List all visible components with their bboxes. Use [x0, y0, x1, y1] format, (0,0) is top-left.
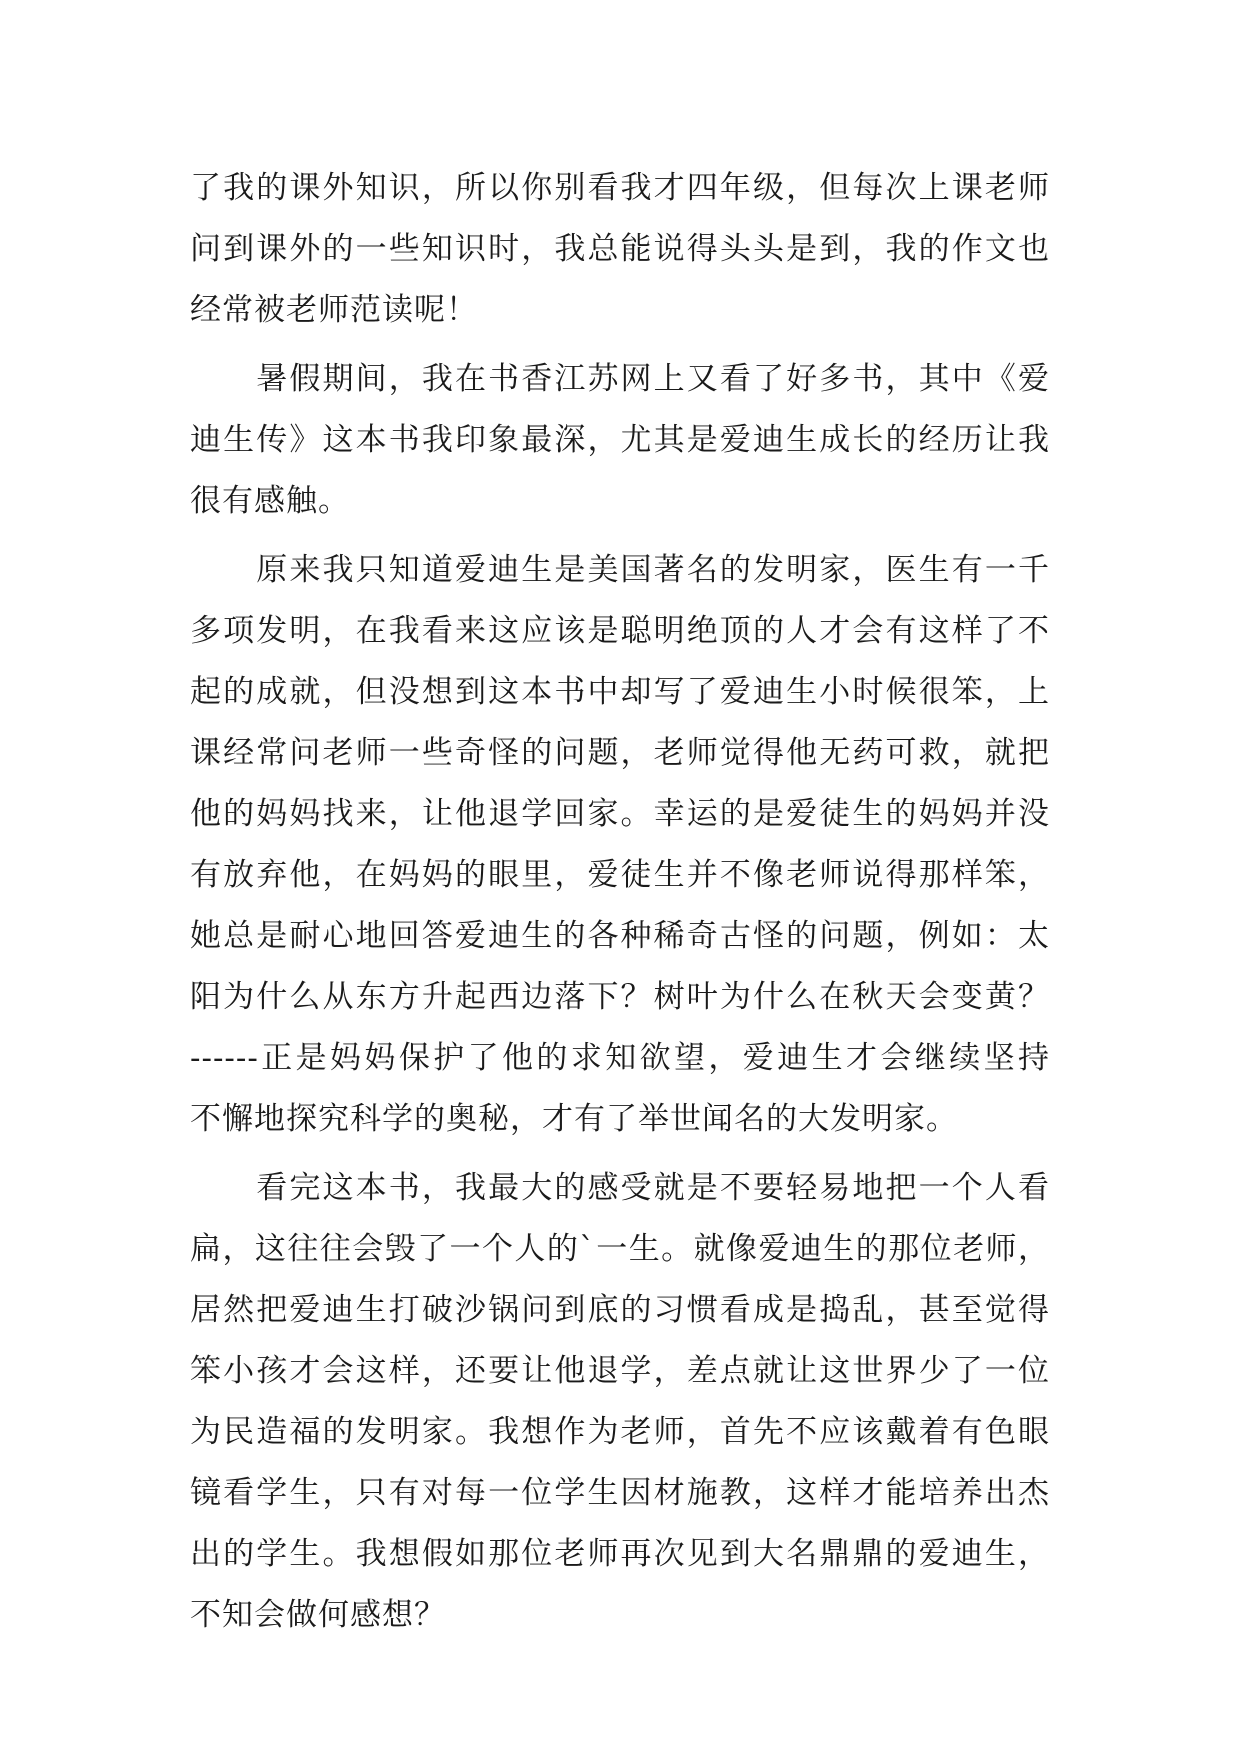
- paragraph-4: [190, 1158, 1050, 1646]
- text-line: 居然把爱迪生打破沙锅问到底的习惯看成是捣乱，甚至觉得: [190, 1292, 1050, 1328]
- text-line: 迪生传》这本书我印象最深，尤其是爱迪生成长的经历让我: [190, 422, 1050, 458]
- text-line: 多项发明，在我看来这应该是聪明绝顶的人才会有这样了不: [190, 613, 1050, 649]
- paragraph-2: [190, 349, 1050, 532]
- text-line: 为民造福的发明家。我想作为老师，首先不应该戴着有色眼: [190, 1414, 1050, 1450]
- paragraph-1: [190, 158, 1050, 341]
- text-line: 暑假期间，我在书香江苏网上又看了好多书，其中《爱: [190, 361, 1050, 397]
- text-line: 了我的课外知识，所以你别看我才四年级，但每次上课老师: [190, 170, 1050, 206]
- text-line: 原来我只知道爱迪生是美国著名的发明家，医生有一千: [190, 552, 1050, 588]
- text-line: 笨小孩才会这样，还要让他退学，差点就让这世界少了一位: [190, 1353, 1050, 1389]
- text-line: 扁，这往往会毁了一个人的`一生。就像爱迪生的那位老师，: [190, 1231, 1050, 1267]
- text-line: 课经常问老师一些奇怪的问题，老师觉得他无药可救，就把: [190, 735, 1050, 771]
- text-line: 看完这本书，我最大的感受就是不要轻易地把一个人看: [190, 1170, 1050, 1206]
- text-line: 问到课外的一些知识时，我总能说得头头是到，我的作文也: [190, 231, 1050, 267]
- text-line: 很有感触。: [190, 483, 350, 519]
- text-line: 不知会做何感想？: [190, 1597, 446, 1633]
- text-line: 他的妈妈找来，让他退学回家。幸运的是爱徒生的妈妈并没: [190, 796, 1050, 832]
- paragraph-3: [190, 540, 1050, 1150]
- text-line: ------正是妈妈保护了他的求知欲望，爱迪生才会继续坚持: [190, 1040, 1050, 1076]
- text-line: 起的成就，但没想到这本书中却写了爱迪生小时候很笨，上: [190, 674, 1050, 710]
- text-line: 出的学生。我想假如那位老师再次见到大名鼎鼎的爱迪生，: [190, 1536, 1050, 1572]
- text-line: 她总是耐心地回答爱迪生的各种稀奇古怪的问题，例如：太: [190, 918, 1050, 954]
- text-line: 经常被老师范读呢！: [190, 292, 478, 328]
- text-line: 镜看学生，只有对每一位学生因材施教，这样才能培养出杰: [190, 1475, 1050, 1511]
- document-body: [190, 158, 1050, 1654]
- text-line: 阳为什么从东方升起西边落下？树叶为什么在秋天会变黄？: [190, 979, 1050, 1015]
- text-line: 有放弃他，在妈妈的眼里，爱徒生并不像老师说得那样笨，: [190, 857, 1050, 893]
- text-line: 不懈地探究科学的奥秘，才有了举世闻名的大发明家。: [190, 1101, 958, 1137]
